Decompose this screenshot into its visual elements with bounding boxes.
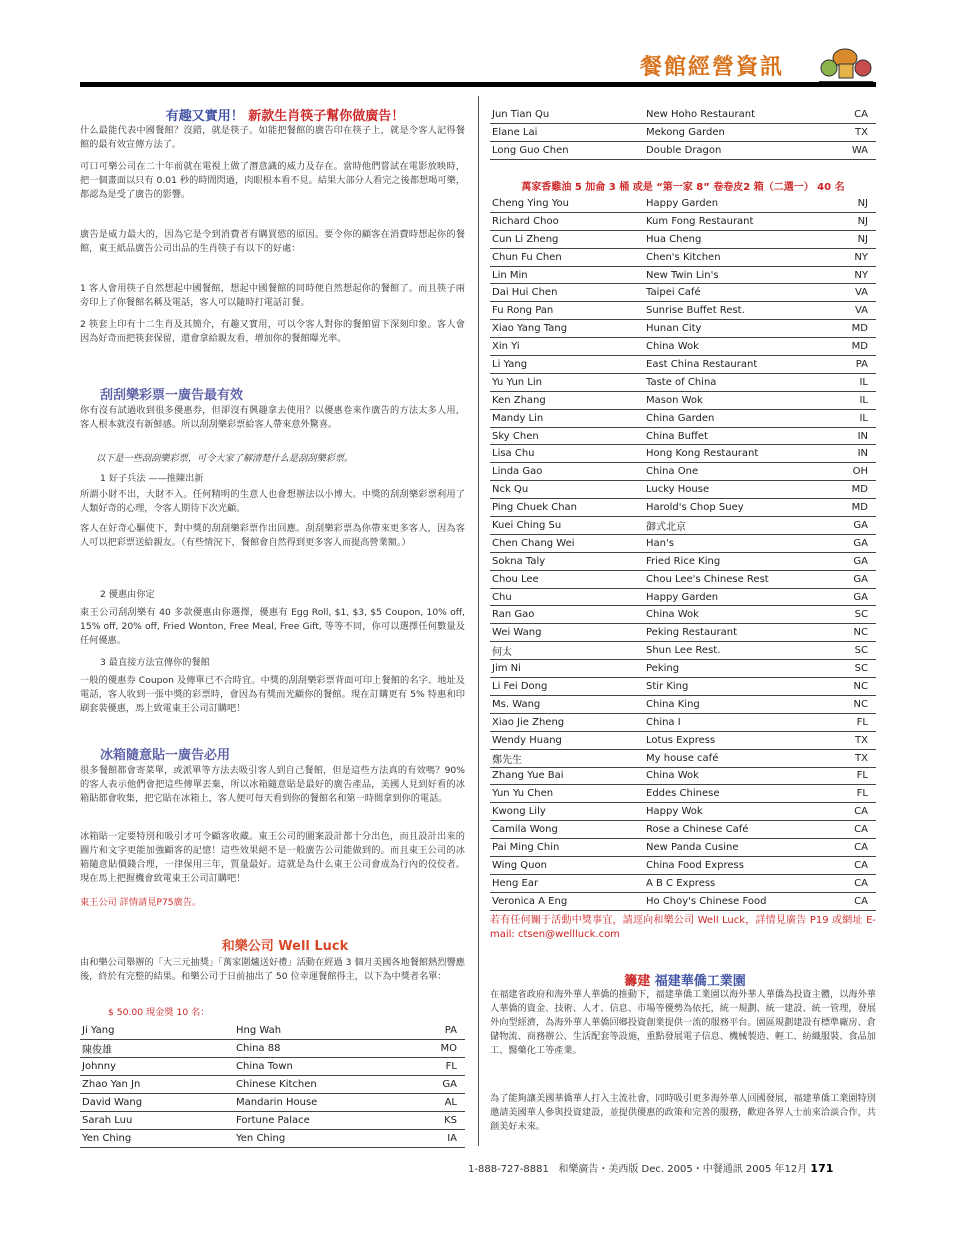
footer-text: 和樂廣告・美西版 Dec. 2005・中餐通訊 2005 年12月: [558, 1164, 808, 1175]
winner-name: Nck Qu: [490, 481, 644, 499]
winner-restaurant: My house café: [644, 749, 836, 767]
article-paragraph: 很多餐館都會寄菜單，或派單等方法去吸引客人到自己餐館，但是這些方法真的有效嗎？90% 的客人表示他們會把這些傳單丟棄，所以冰箱隨意貼是最好的廣告產品，美國人見到好看的冰箱貼都會收集，把它貼在冰箱上，客人便可每天看到你的餐館名和第一時間拿到你的電話。: [80, 765, 465, 804]
table-row: [490, 106, 876, 124]
prize-label: $ 50.00 現金獎 10 名：: [108, 1007, 210, 1018]
table-row: [490, 731, 876, 749]
winner-restaurant: Eddes Chinese: [644, 785, 836, 803]
prize-heading: 萬家香雞油 5 加侖 3 桶 或是 “第一家 8” 卷卷皮2 箱（二選一） 40 名: [521, 182, 845, 193]
article-paragraph: 2 優惠由你定: [100, 589, 155, 600]
winner-state: FL: [836, 713, 876, 731]
winner-state: NJ: [836, 212, 876, 230]
table-row: [490, 606, 876, 624]
winner-restaurant: New Hoho Restaurant: [644, 106, 832, 124]
winner-name: Xiao Yang Tang: [490, 320, 644, 338]
winner-restaurant: A B C Express: [644, 874, 836, 892]
table-row: [490, 320, 876, 338]
winner-state: IL: [836, 391, 876, 409]
fujian-title: [560, 970, 810, 989]
winner-name: Ms. Wang: [490, 695, 644, 713]
winner-name: Veronica A Eng: [490, 892, 644, 910]
table-row: [80, 1040, 465, 1058]
contact-note: 若有任何關于活動中獎事宜，請逕向和樂公司 Well Luck，詳情見廣告 P19 或網址 E-mail: ctsen@wellluck.com: [490, 915, 876, 940]
winner-name: Richard Choo: [490, 212, 644, 230]
winner-restaurant: Hng Wah: [234, 1022, 410, 1040]
page-number: 171: [810, 1162, 834, 1175]
winner-restaurant: Fortune Palace: [234, 1112, 410, 1130]
winner-name: Sky Chen: [490, 427, 644, 445]
table-row: [490, 570, 876, 588]
winner-state: CA: [836, 874, 876, 892]
chef-logo-icon: [815, 38, 877, 86]
well-luck-intro: 由和樂公司舉辦的「大三元抽獎」「萬家圍爐送好禮」活動在經過 3 個月美國各地餐館熱烈響應後，終於有完整的結果。和樂公司于日前抽出了 50 位幸運餐館得主，以下為中獎者名單：: [80, 957, 465, 982]
table-row: [490, 874, 876, 892]
fujian-paragraph: 在福建省政府和海外華人華僑的推動下，福建華僑工業園以海外華人華僑為投資主體，以海外華人華僑的資金、技術、人才、信息、市場等優勢為依托，統一規劃、統一建設、統一管理，發展外向型經濟，為海外華人華僑回鄉投資創業提供一流的服務平台。園區規劃建設有標準廠房、倉儲物流、商務辦公、生活配套等設施，重點發展電子信息、機械製造、輕工、紡織服裝、食品加工、醫藥化工等產業。: [490, 989, 876, 1056]
winner-name: Elane Lai: [490, 124, 644, 142]
winner-state: TX: [832, 124, 876, 142]
winner-name: Li Fei Dong: [490, 678, 644, 696]
winner-name: 陳俊雄: [80, 1040, 234, 1058]
winner-name: Heng Ear: [490, 874, 644, 892]
table-row: [490, 517, 876, 535]
winner-restaurant: Yen Ching: [234, 1130, 410, 1148]
table-row: [490, 195, 876, 212]
table-row: [490, 373, 876, 391]
winner-state: NJ: [836, 195, 876, 212]
section-header-title: 餐館經營資訊: [640, 55, 785, 80]
winner-name: Ping Chuek Chan: [490, 499, 644, 517]
table-row: [490, 230, 876, 248]
subhead-scratch: 刮刮樂彩票一廣告最有效: [100, 388, 244, 403]
winner-restaurant: Taste of China: [644, 373, 836, 391]
winner-state: CA: [832, 106, 876, 124]
winner-restaurant: Lucky House: [644, 481, 836, 499]
table-row: [490, 803, 876, 821]
article-paragraph: 2 筷套上印有十二生肖及其簡介，有趣又實用，可以令客人對你的餐館留下深刻印象。客人會因為好奇而把筷套保留，還會拿給親友看，增加你的餐館曝光率。: [80, 319, 465, 344]
winner-restaurant: East China Restaurant: [644, 356, 836, 374]
winner-name: David Wang: [80, 1094, 234, 1112]
table-row: [490, 856, 876, 874]
table-row: [80, 1112, 465, 1130]
table-row: [490, 463, 876, 481]
table-row: [80, 1076, 465, 1094]
winner-restaurant: China One: [644, 463, 836, 481]
winner-state: MD: [836, 338, 876, 356]
winner-restaurant: Chinese Kitchen: [234, 1076, 410, 1094]
winner-restaurant: Chen's Kitchen: [644, 248, 836, 266]
table-row: [490, 785, 876, 803]
winner-state: VA: [836, 284, 876, 302]
header-rule: [80, 82, 876, 87]
table-row: [490, 588, 876, 606]
winner-state: NJ: [836, 230, 876, 248]
subhead-magnet: 冰箱隨意貼一廣告必用: [100, 748, 231, 763]
table-row: [490, 356, 876, 374]
winner-state: KS: [410, 1112, 465, 1130]
winner-restaurant: Happy Garden: [644, 195, 836, 212]
article-title-b: 新款生肖筷子幫你做廣告！: [248, 109, 405, 124]
table-row: [490, 427, 876, 445]
winner-name: Lisa Chu: [490, 445, 644, 463]
footer-phone: 1-888-727-8881: [468, 1164, 549, 1175]
winner-state: GA: [836, 534, 876, 552]
winner-restaurant: China King: [644, 695, 836, 713]
winner-state: MD: [836, 499, 876, 517]
winner-state: SC: [836, 606, 876, 624]
winner-state: PA: [410, 1022, 465, 1040]
winner-state: TX: [836, 749, 876, 767]
winner-restaurant: Sunrise Buffet Rest.: [644, 302, 836, 320]
table-row: [490, 660, 876, 678]
winner-state: OH: [836, 463, 876, 481]
winner-name: Dai Hui Chen: [490, 284, 644, 302]
winner-name: Cheng Ying You: [490, 195, 644, 212]
article-paragraph-red: 東王公司 詳情請見P75廣告。: [80, 897, 202, 908]
winner-restaurant: New Panda Cusine: [644, 839, 836, 857]
fujian-title-b: 福建華僑工業園: [654, 974, 746, 989]
table-row: [490, 266, 876, 284]
winner-restaurant: Kum Fong Restaurant: [644, 212, 836, 230]
winner-restaurant: Shun Lee Rest.: [644, 642, 836, 660]
winner-name: Wei Wang: [490, 624, 644, 642]
article-paragraph: 所謂小財不出，大財不入。任何精明的生意人也會想辦法以小博大。中獎的刮刮樂彩票利用了人類好奇的心理，令客人期待下次光顧。: [80, 489, 465, 514]
winner-state: MO: [410, 1040, 465, 1058]
winner-state: FL: [836, 785, 876, 803]
article-paragraph: 客人在好奇心驅使下，對中獎的刮刮樂彩票作出回應。刮刮樂彩票為你帶來更多客人，因為客人可以把彩票送給親友。（有些情況下，餐館會自然得到更多客人而提高營業額。）: [80, 523, 465, 548]
winner-restaurant: Rose a Chinese Café: [644, 821, 836, 839]
winner-name: Fu Rong Pan: [490, 302, 644, 320]
winner-restaurant: Taipei Café: [644, 284, 836, 302]
table-row: [490, 713, 876, 731]
table-row: [80, 1022, 465, 1040]
winner-name: Xiao Jie Zheng: [490, 713, 644, 731]
winner-name: Mandy Lin: [490, 409, 644, 427]
winner-state: IN: [836, 445, 876, 463]
table-row: [490, 248, 876, 266]
fujian-title-a: 籌建: [624, 974, 651, 989]
winner-restaurant: Harold's Chop Suey: [644, 499, 836, 517]
winner-restaurant: Mason Wok: [644, 391, 836, 409]
winner-state: CA: [836, 856, 876, 874]
table-row: [490, 142, 876, 160]
winner-restaurant: China Wok: [644, 338, 836, 356]
winner-state: GA: [836, 517, 876, 535]
well-luck-title: 和樂公司 Well Luck: [221, 939, 349, 954]
winner-name: Long Guo Chen: [490, 142, 644, 160]
winner-state: GA: [836, 588, 876, 606]
table-row: [490, 552, 876, 570]
table-row: [490, 124, 876, 142]
winner-restaurant: China Buffet: [644, 427, 836, 445]
winner-restaurant: Double Dragon: [644, 142, 832, 160]
winner-name: Wing Quon: [490, 856, 644, 874]
winner-name: Yun Yu Chen: [490, 785, 644, 803]
winner-name: Yu Yun Lin: [490, 373, 644, 391]
winner-restaurant: Happy Wok: [644, 803, 836, 821]
winner-name: Yen Ching: [80, 1130, 234, 1148]
page-footer: [468, 1160, 878, 1175]
winner-name: Xin Yi: [490, 338, 644, 356]
article-paragraph: 3 最直接方法宣傳你的餐館: [100, 657, 210, 668]
winner-restaurant: Han's: [644, 534, 836, 552]
winner-name: Kwong Lily: [490, 803, 644, 821]
winner-restaurant: Ho Choy's Chinese Food: [644, 892, 836, 910]
winner-state: PA: [836, 356, 876, 374]
winner-state: GA: [836, 552, 876, 570]
winner-state: FL: [836, 767, 876, 785]
winner-state: GA: [836, 570, 876, 588]
article-paragraph: 1 客人會用筷子自然想起中國餐館，想起中國餐館的同時便自然想起你的餐館了。而且筷子兩旁印上了你餐館名稱及電話，客人可以隨時打電話訂餐。: [80, 283, 465, 308]
winner-state: IN: [836, 427, 876, 445]
winner-restaurant: Mekong Garden: [644, 124, 832, 142]
winner-restaurant: Hong Kong Restaurant: [644, 445, 836, 463]
winner-state: VA: [836, 302, 876, 320]
table-row: [490, 821, 876, 839]
winner-state: MD: [836, 320, 876, 338]
winner-restaurant: Happy Garden: [644, 588, 836, 606]
winner-name: Camila Wong: [490, 821, 644, 839]
winner-state: NY: [836, 248, 876, 266]
winners-table-right-top: [490, 106, 876, 160]
winner-state: NC: [836, 624, 876, 642]
table-row: [490, 695, 876, 713]
winner-state: WA: [832, 142, 876, 160]
article-paragraph: 你有沒有試過收到很多優惠券，但卻沒有興趣拿去使用？以優惠卷來作廣告的方法太多人用，客人根本就沒有新鮮感。所以刮刮樂彩票給客人帶來意外驚喜。: [80, 405, 465, 430]
winner-restaurant: China Garden: [644, 409, 836, 427]
winner-restaurant: Peking: [644, 660, 836, 678]
table-row: [490, 839, 876, 857]
table-row: [80, 1058, 465, 1076]
article-title: [130, 105, 440, 124]
winner-restaurant: Stir King: [644, 678, 836, 696]
winner-name: Zhang Yue Bai: [490, 767, 644, 785]
winner-state: CA: [836, 821, 876, 839]
winner-name: Ran Gao: [490, 606, 644, 624]
winner-restaurant: China 88: [234, 1040, 410, 1058]
winner-state: IA: [410, 1130, 465, 1148]
winner-restaurant: Peking Restaurant: [644, 624, 836, 642]
winner-name: Ken Zhang: [490, 391, 644, 409]
winner-name: 鄭先生: [490, 749, 644, 767]
winner-state: FL: [410, 1058, 465, 1076]
winner-state: IL: [836, 409, 876, 427]
winner-name: Jun Tian Qu: [490, 106, 644, 124]
table-row: [80, 1130, 465, 1148]
fujian-paragraph: 為了能夠讓美國華僑華人打入主流社會，同時吸引更多海外華人回國發展，福建華僑工業園特別邀請美國華人參與投資建設，並提供優惠的政策和完善的服務，歡迎各界人士前來洽談合作，共創美好未來。: [490, 1093, 876, 1132]
winner-restaurant: Chou Lee's Chinese Rest: [644, 570, 836, 588]
winner-name: Wendy Huang: [490, 731, 644, 749]
winner-name: Chou Lee: [490, 570, 644, 588]
winner-name: Chen Chang Wei: [490, 534, 644, 552]
table-row: [490, 409, 876, 427]
winner-name: Sokna Taly: [490, 552, 644, 570]
winner-name: Chu: [490, 588, 644, 606]
table-row: [80, 1094, 465, 1112]
table-row: [490, 678, 876, 696]
table-row: [490, 284, 876, 302]
winner-restaurant: China Wok: [644, 606, 836, 624]
winner-restaurant: Lotus Express: [644, 731, 836, 749]
winner-restaurant: New Twin Lin's: [644, 266, 836, 284]
winner-name: 何太: [490, 642, 644, 660]
winners-table-left: [80, 1022, 465, 1148]
winner-state: CA: [836, 839, 876, 857]
winner-state: SC: [836, 642, 876, 660]
winner-name: Cun Li Zheng: [490, 230, 644, 248]
winner-state: IL: [836, 373, 876, 391]
winner-name: Chun Fu Chen: [490, 248, 644, 266]
table-row: [490, 302, 876, 320]
table-row: [490, 749, 876, 767]
article-title-a: 有趣又實用！: [165, 109, 244, 124]
winner-name: Li Yang: [490, 356, 644, 374]
table-row: [490, 767, 876, 785]
winner-restaurant: Fried Rice King: [644, 552, 836, 570]
table-row: [490, 338, 876, 356]
table-row: [490, 642, 876, 660]
winner-name: Johnny: [80, 1058, 234, 1076]
winner-name: Kuei Ching Su: [490, 517, 644, 535]
article-paragraph: 可口可樂公司在二十年前就在電視上做了潛意識的威力及存在。當時他們嘗試在電影放映時，把一個畫面以只有 0.01 秒的時間閃過，肉眼根本看不見。結果大部分人看完之後都想喝可樂，都認為是受了廣告的影響。: [80, 161, 465, 200]
winner-state: CA: [836, 892, 876, 910]
winner-name: Linda Gao: [490, 463, 644, 481]
winner-restaurant: 御式北京: [644, 517, 836, 535]
table-row: [490, 499, 876, 517]
winner-restaurant: Hunan City: [644, 320, 836, 338]
winner-state: CA: [836, 803, 876, 821]
winner-restaurant: China Town: [234, 1058, 410, 1076]
winners-table-right: [490, 195, 876, 911]
winner-restaurant: China Food Express: [644, 856, 836, 874]
article-paragraph: 以下是一些刮刮樂彩票，可令大家了解清楚什么是刮刮樂彩票。: [96, 453, 354, 464]
winner-state: MD: [836, 481, 876, 499]
winner-name: Sarah Luu: [80, 1112, 234, 1130]
article-paragraph: 什么最能代表中國餐館？沒錯，就是筷子。如能把餐館的廣告印在筷子上，就是令客人記得餐館的最有效宣傳方法了。: [80, 125, 465, 150]
winner-name: Lin Min: [490, 266, 644, 284]
article-paragraph: 冰箱貼一定要特別和吸引才可令顧客收藏。東王公司的圖案設計都十分出色，而且設計出來的圖片和文字更能加強顧客的記憶！這些效果絕不是一般廣告公司能做到的。而且東王公司的冰箱隨意貼價錢合理，一律保用三年，質量最好。這就是為什么東王公司會成為行內的佼佼者。現在馬上把握機會致電東王公司訂購吧！: [80, 831, 465, 884]
article-paragraph: 廣告是威力最大的，因為它是令到消費者有購買慾的原因。要令你的顧客在消費時想起你的餐館，東王紙品廣告公司出品的生肖筷子有以下的好處：: [80, 229, 465, 254]
winner-state: TX: [836, 731, 876, 749]
winner-restaurant: China I: [644, 713, 836, 731]
winner-name: Ji Yang: [80, 1022, 234, 1040]
winner-state: GA: [410, 1076, 465, 1094]
column-divider: [478, 96, 479, 1146]
table-row: [490, 212, 876, 230]
table-row: [490, 534, 876, 552]
table-row: [490, 624, 876, 642]
winner-state: NY: [836, 266, 876, 284]
winner-state: NC: [836, 695, 876, 713]
table-row: [490, 445, 876, 463]
table-row: [490, 391, 876, 409]
winner-restaurant: Hua Cheng: [644, 230, 836, 248]
table-row: [490, 892, 876, 910]
winner-restaurant: China Wok: [644, 767, 836, 785]
winner-state: SC: [836, 660, 876, 678]
article-paragraph: 1 好子兵法 ——推陳出新: [100, 473, 204, 484]
winner-state: NC: [836, 678, 876, 696]
table-row: [490, 481, 876, 499]
article-paragraph: 一般的優惠券 Coupon 及傳單已不合時宜。中獎的刮刮樂彩票背面可印上餐館的名字、地址及電話，客人收到一張中獎的彩票時，會因為有獎而光顧你的餐館。現在訂購更有 5% 特惠和印刷套裝優惠，馬上致電東王公司訂購吧！: [80, 675, 465, 714]
winner-name: Pai Ming Chin: [490, 839, 644, 857]
winner-state: AL: [410, 1094, 465, 1112]
winner-name: Jim Ni: [490, 660, 644, 678]
winner-name: Zhao Yan Jn: [80, 1076, 234, 1094]
article-paragraph: 東王公司刮刮樂有 40 多款優惠由你選擇，優惠有 Egg Roll, $1, $3, $5 Coupon, 10% off, 15% off, 20% off, Fried Wonton, Free Meal, Free Gift, 等等不同，你可以選擇任何數量及任何優惠。: [80, 607, 465, 646]
winner-restaurant: Mandarin House: [234, 1094, 410, 1112]
